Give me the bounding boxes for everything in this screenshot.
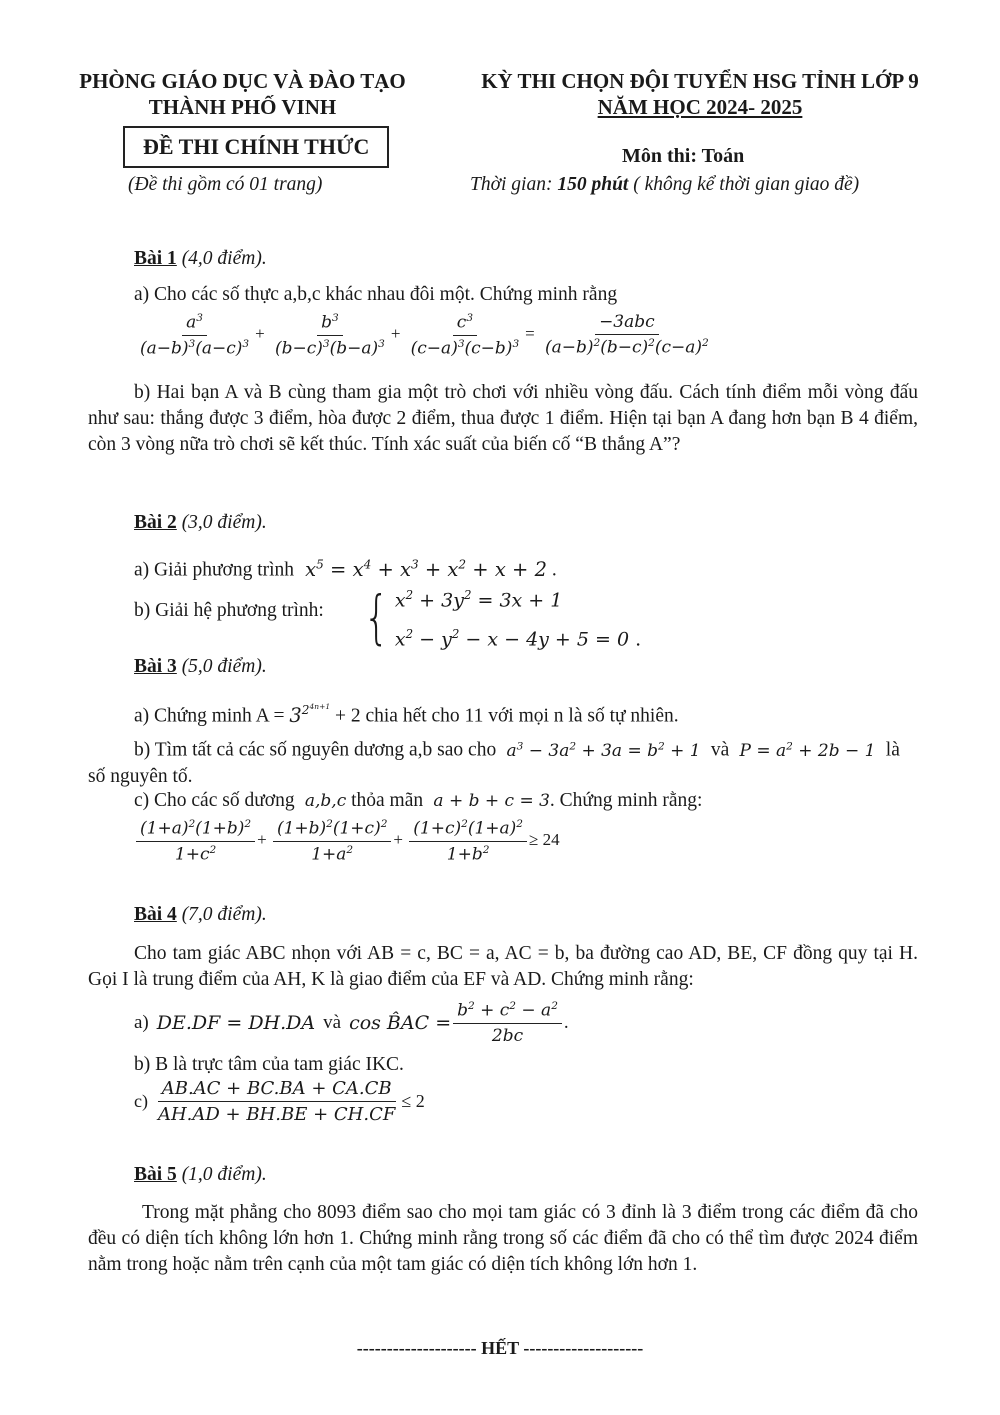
bai4-intro: Cho tam giác ABC nhọn với AB = c, BC = a, AC = b, ba đường cao AD, BE, CF đồng quy tại H. Gọi I là trung điểm của AH, K là giao điểm của EF và AD. Chứng minh rằng:: [88, 943, 918, 990]
school-year: NĂM HỌC 2024- 2025: [597, 95, 803, 119]
bai1-a-text: a) Cho các số thực a,b,c khác nhau đôi một. Chứng minh rằng: [134, 284, 618, 305]
bai4-points: (7,0 điểm).: [181, 904, 267, 925]
bai1-b-text: b) Hai bạn A và B cùng tham gia một trò chơi với nhiều vòng đấu. Cách tính điểm mỗi vòng đấu như sau: thắng được 3 điểm, hòa được 2 điểm, thua được 1 điểm. Hiện tại bạn A đang hơn bạn B 4 điểm, còn 3 vòng nữa trò chơi sẽ kết thúc. Tính xác suất của biến cố “B thắng A”?: [88, 382, 918, 455]
time-suffix: ( không kể thời gian giao đề): [628, 174, 860, 195]
pages-note: (Đề thi gồm có 01 trang): [128, 174, 323, 195]
bai4-c-prefix: c): [134, 1091, 148, 1111]
bai3-b-text2: là: [885, 739, 900, 761]
bai3-points: (5,0 điểm).: [181, 656, 267, 677]
subject: Môn thi: Toán: [622, 145, 745, 167]
bai3-a-text2: + 2 chia hết cho 11 với mọi n là số tự nhiên.: [330, 705, 679, 727]
bai5-text: Trong mặt phẳng cho 8093 điểm sao cho mọi tam giác có 3 đỉnh là 3 điểm trong các điểm đã cho đều có diện tích không lớn hơn 1. Chứng minh rằng trong số các điểm đã cho có thể tìm được 2024 điểm nằm trong hoặc nằm trên cạnh của một tam giác có diện tích không lớn hơn 1.: [88, 1202, 918, 1275]
bai4-a-and: và: [323, 1011, 342, 1033]
time-value: 150 phút: [557, 174, 629, 195]
official-exam-box: ĐỀ THI CHÍNH THỨC: [123, 126, 389, 168]
bai4-c: c) $\frac{AB.AC + BC.BA + CA.CB}{AH.AD + BH.BE + CH.CF}$ ≤ 2: [134, 1078, 425, 1125]
bai3-c-text2: thỏa mãn: [351, 790, 424, 811]
bai3-label: Bài 3: [134, 656, 177, 677]
department-line2: THÀNH PHỐ VINH: [148, 95, 337, 119]
bai4-label: Bài 4: [134, 904, 177, 925]
bai3-b-text3: số nguyên tố.: [88, 765, 193, 787]
bai5-heading: [134, 1162, 267, 1188]
bai3-b: [88, 733, 918, 790]
bai2-heading: [134, 510, 267, 536]
bai3-a-text1: a) Chứng minh A =: [134, 705, 290, 727]
bai3-c-inequality: $\frac{(1+a)^2(1+b)^2}{1+c^2}$ + $\frac{(1+b)^2(1+c)^2}{1+a^2}$ + $\frac{(1+c)^2(1+a)^2}{1+b^2}$ ≥ 24: [134, 818, 560, 864]
bai4-a-prefix: a): [134, 1011, 149, 1033]
bai2-b-text: b) Giải hệ phương trình:: [134, 600, 324, 621]
bai1-heading: [134, 246, 267, 272]
bai1-a-formula: $\frac{a^3}{(a-b)^3(a-c)^3}$ + $\frac{b^3}{(b-c)^3(b-a)^3}$ + $\frac{c^3}{(c-a)^3(c-b)^3}$ = $\frac{\text{−3abc}}{(a-b)^2(b-c)^2(c-a)^2}$: [140, 312, 709, 359]
system-eq1: $x^2 + 3y^2 = 3x + 1$: [394, 588, 563, 612]
bai3-c-text1: c) Cho các số dương: [134, 790, 295, 811]
time-prefix: Thời gian:: [470, 174, 558, 195]
bai5-points: (1,0 điểm).: [181, 1164, 267, 1185]
bai4-b-text: b) B là trực tâm của tam giác IKC.: [134, 1054, 404, 1075]
bai2-a-equation: $x^5 = x^4 + x^3 + x^2 + x + 2$: [298, 557, 547, 581]
bai3-b-text1: b) Tìm tất cả các số nguyên dương a,b sao cho: [134, 739, 497, 761]
department-line1: PHÒNG GIÁO DỤC VÀ ĐÀO TẠO: [79, 69, 406, 93]
bai4-a: a) DE.DF = DH.DA và cos B̂AC = $\frac{b^2 + c^2 - a^2}{2bc}$ .: [134, 1000, 569, 1046]
bai3-b-eq: $a^3 - 3a^2 + 3a = b^2 + 1$: [501, 740, 706, 761]
bai3-a-power: $3^{2^{4n+1}}$: [289, 702, 331, 727]
system-eq2: $x^2 - y^2 - x - 4y + 5 = 0$ .: [394, 627, 642, 651]
bai2-points: (3,0 điểm).: [181, 512, 267, 533]
brace-icon: {: [363, 583, 390, 652]
bai3-c-text3: . Chứng minh rằng:: [549, 790, 703, 811]
exam-title: [450, 68, 950, 120]
bai2-a: a) Giải phương trình $x^5 = x^4 + x^3 + x^2 + x + 2$ .: [134, 557, 557, 581]
bai3-b-and: và: [710, 739, 730, 761]
bai3-c: c) Cho các số dương a,b,c thỏa mãn a + b + c = 3. Chứng minh rằng:: [134, 790, 703, 811]
bai5-label: Bài 5: [134, 1164, 177, 1185]
bai3-a: [134, 694, 679, 730]
bai1-label: Bài 1: [134, 248, 177, 269]
exam-time: [470, 174, 859, 196]
bai3-heading: [134, 654, 267, 680]
bai2-b-system: [358, 578, 641, 657]
end-marker: -------------------- HẾT --------------------: [356, 1338, 644, 1358]
bai2-a-text: a) Giải phương trình: [134, 559, 295, 581]
bai1-points: (4,0 điểm).: [181, 248, 267, 269]
bai3-b-p: $P = a^2 + 2b - 1$: [734, 740, 881, 761]
exam-title-line1: KỲ THI CHỌN ĐỘI TUYỂN HSG TỈNH LỚP 9: [481, 69, 919, 93]
bai4-heading: [134, 902, 267, 928]
department-name: [60, 68, 425, 120]
bai2-label: Bài 2: [134, 512, 177, 533]
